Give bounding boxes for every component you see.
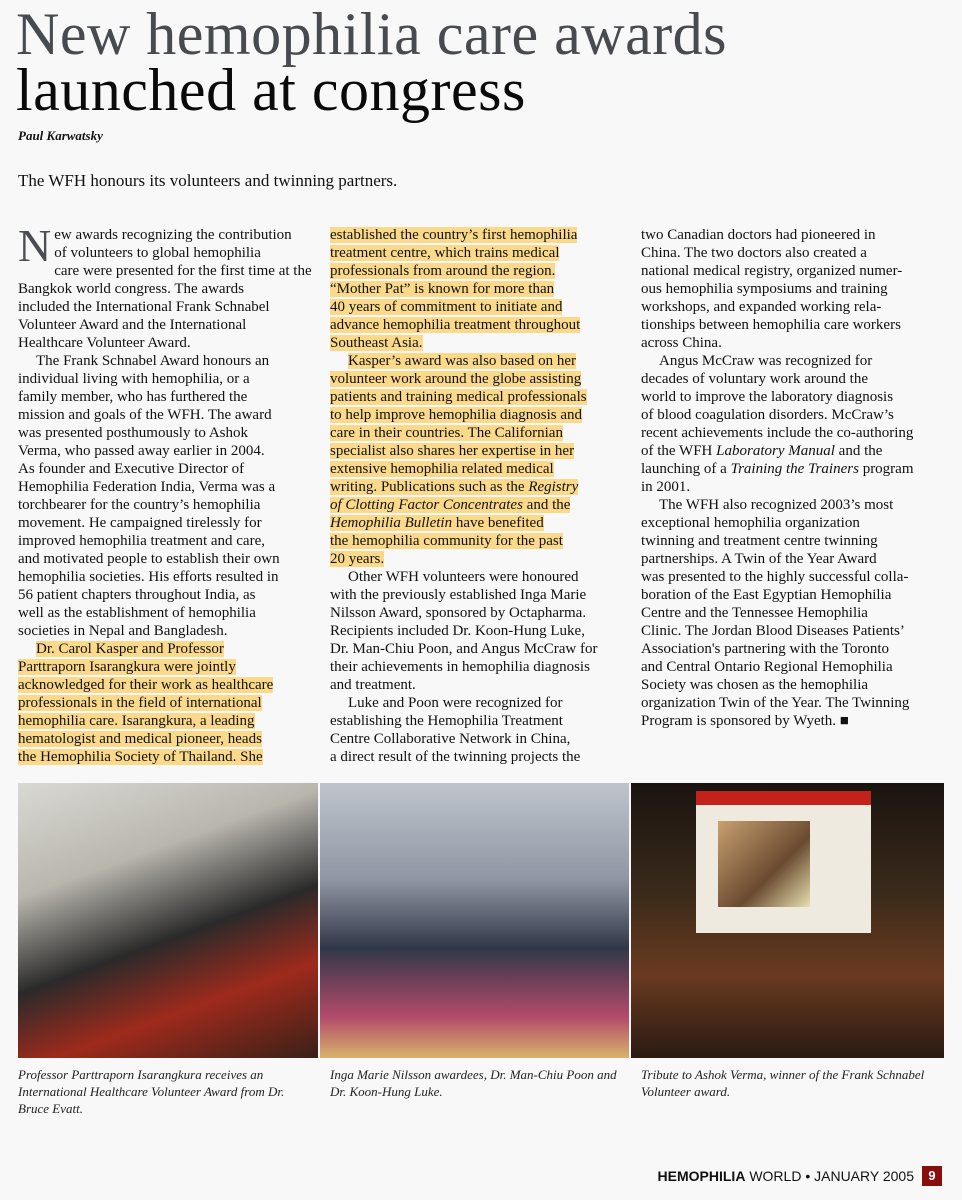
text-line: [330, 586, 630, 604]
text-line: [330, 622, 630, 640]
text-line: [641, 442, 941, 460]
text-line: [330, 280, 630, 298]
text-line: [18, 658, 318, 676]
line-text: [330, 731, 570, 747]
text-run: with the previously established Inga Marie: [330, 587, 587, 603]
line-text: [641, 335, 722, 351]
line-text: [641, 317, 901, 333]
line-text: [330, 677, 416, 693]
text-run: was presented to the highly successful colla-: [641, 569, 909, 585]
projection-screen: [696, 791, 871, 933]
highlighted-text: [18, 659, 236, 675]
text-line: [330, 730, 630, 748]
text-line: [18, 640, 318, 658]
text-run: treatment centre, which trains medical: [330, 245, 560, 261]
text-run: boration of the East Egyptian Hemophilia: [641, 587, 892, 603]
text-line: [18, 514, 318, 532]
highlighted-text: [330, 317, 580, 333]
author-byline: Paul Karwatsky: [18, 128, 103, 143]
line-text: [641, 425, 913, 441]
text-run: The Frank Schnabel Award honours an: [36, 353, 270, 369]
text-run: ous hemophilia symposiums and training: [641, 281, 888, 297]
headline-line-2: launched at congress: [16, 57, 526, 123]
text-run: specialist also shares her expertise in her: [330, 443, 575, 459]
text-run: torchbearer for the country’s hemophilia: [18, 497, 261, 513]
text-line: [641, 712, 941, 730]
text-line: [18, 280, 318, 298]
text-line: [18, 622, 318, 640]
text-line: [330, 496, 630, 514]
text-run: organization Twin of the Year. The Twinning: [641, 695, 910, 711]
line-text: [18, 623, 228, 639]
line-text: [18, 425, 248, 441]
article-column-1: [18, 220, 318, 766]
photo-award-presentation: [18, 783, 318, 1058]
line-text: [641, 641, 889, 657]
line-text: [348, 569, 579, 585]
line-text: [18, 605, 256, 621]
photo-caption-3: Tribute to Ashok Verma, winner of the Frank Schnabel Volunteer award.: [641, 1067, 925, 1099]
text-line: [641, 496, 941, 514]
highlighted-text: [18, 749, 263, 765]
line-text: [18, 407, 272, 423]
text-run: their achievements in hemophilia diagnosis: [330, 659, 590, 675]
text-line: [641, 532, 941, 550]
text-run: care in their countries. The Californian: [330, 425, 563, 441]
highlighted-text: [330, 443, 574, 459]
line-text: [659, 497, 893, 513]
text-line: [18, 586, 318, 604]
text-line: [641, 280, 941, 298]
line-text: [330, 713, 563, 729]
page-footer: [658, 1166, 942, 1186]
text-line: [641, 406, 941, 424]
text-run: tionships between hemophilia care workers: [641, 317, 901, 333]
text-run: hemophilia societies. His efforts resulted in: [18, 569, 279, 585]
text-line: [18, 730, 318, 748]
text-line: [18, 568, 318, 586]
line-text: [330, 587, 586, 603]
highlighted-text: [18, 713, 255, 729]
line-text: [641, 227, 876, 243]
highlighted-text: [330, 263, 555, 279]
article-subtitle: The WFH honours its volunteers and twinning partners.: [18, 171, 398, 190]
line-text: [18, 551, 280, 567]
text-line: [18, 334, 318, 352]
text-run: a direct result of the twinning projects the: [330, 749, 581, 765]
text-line: [641, 244, 941, 262]
text-run: and motivated people to establish their own: [18, 551, 280, 567]
text-line: [18, 424, 318, 442]
line-text: [641, 533, 878, 549]
highlighted-text: [330, 281, 554, 297]
article-column-3: [641, 226, 941, 730]
line-text: [641, 371, 868, 387]
line-text: [18, 515, 262, 531]
text-line: [330, 532, 630, 550]
photo-verma-tribute: [631, 783, 944, 1058]
text-line: [330, 550, 630, 568]
text-run: extensive hemophilia related medical: [330, 461, 554, 477]
text-run: Other WFH volunteers were honoured: [348, 569, 579, 585]
text-line: [641, 352, 941, 370]
text-line: [330, 334, 630, 352]
line-text: [641, 479, 690, 495]
text-line: [641, 514, 941, 532]
text-line: [18, 694, 318, 712]
highlighted-text: [330, 227, 577, 243]
highlighted-text: [330, 551, 384, 567]
text-run: Kasper’s award was also based on her: [348, 353, 576, 369]
text-run: Parttraporn Isarangkura were jointly: [18, 659, 236, 675]
footer-brand: HEMOPHILIA: [657, 1168, 746, 1184]
line-text: [641, 659, 893, 675]
text-line: [18, 298, 318, 316]
text-run: in 2001.: [641, 479, 691, 495]
highlighted-text: [330, 461, 554, 477]
line-text: [330, 749, 580, 765]
text-line: [641, 694, 941, 712]
text-run: the Hemophilia Society of Thailand. She: [18, 749, 263, 765]
text-line: [18, 748, 318, 766]
line-text: [18, 335, 191, 351]
text-line: [18, 262, 318, 280]
text-line: [641, 640, 941, 658]
text-line: [330, 478, 630, 496]
text-line: [641, 298, 941, 316]
photo-caption-1: Professor Parttraporn Isarangkura receives an International Healthcare Volunteer Award from Dr. Bruce Evatt.: [18, 1067, 285, 1116]
italic-title: Laboratory Manual: [716, 443, 835, 459]
text-line: [641, 568, 941, 586]
text-run: establishing the Hemophilia Treatment: [330, 713, 563, 729]
text-run: care were presented for the first time at the: [54, 263, 312, 279]
photo-nilsson-awardees: [320, 783, 629, 1058]
text-run: of blood coagulation disorders. McCraw’s: [641, 407, 894, 423]
line-text: [330, 605, 586, 621]
text-run: 20 years.: [330, 551, 385, 567]
text-line: [641, 676, 941, 694]
text-run: and treatment.: [330, 677, 416, 693]
text-line: [641, 370, 941, 388]
line-text: [641, 695, 909, 711]
drop-cap: N: [18, 220, 52, 271]
text-line: [18, 604, 318, 622]
text-run: program: [858, 461, 914, 477]
highlighted-text: [18, 677, 273, 693]
text-line: [641, 316, 941, 334]
text-run: The WFH also recognized 2003’s most: [659, 497, 894, 513]
text-run: partnerships. A Twin of the Year Award: [641, 551, 877, 567]
text-run: Centre Collaborative Network in China,: [330, 731, 571, 747]
italic-title: Registry: [528, 479, 579, 495]
text-line: [330, 640, 630, 658]
text-line: [330, 442, 630, 460]
text-line: [330, 406, 630, 424]
text-run: Nilsson Award, sponsored by Octapharma.: [330, 605, 587, 621]
text-run: was presented posthumously to Ashok: [18, 425, 248, 441]
text-line: [18, 352, 318, 370]
text-run: societies in Nepal and Bangladesh.: [18, 623, 228, 639]
text-run: well as the establishment of hemophilia: [18, 605, 256, 621]
text-line: [18, 550, 318, 568]
line-text: [641, 551, 877, 567]
text-run: Dr. Man-Chiu Poon, and Angus McCraw for: [330, 641, 598, 657]
line-text: [641, 407, 894, 423]
text-run: Centre and the Tennessee Hemophilia: [641, 605, 868, 621]
highlighted-text: [330, 371, 581, 387]
text-line: [330, 604, 630, 622]
text-run: have benefited: [452, 515, 544, 531]
text-run: and the: [522, 497, 571, 513]
line-text: [18, 281, 244, 297]
page-number: 9: [922, 1166, 942, 1186]
text-run: Healthcare Volunteer Award.: [18, 335, 191, 351]
line-text: [54, 263, 311, 279]
line-text: [641, 623, 905, 639]
text-run: 56 patient chapters throughout India, as: [18, 587, 256, 603]
text-run: advance hemophilia treatment throughout: [330, 317, 581, 333]
text-line: [641, 424, 941, 442]
text-run: Association's partnering with the Toronto: [641, 641, 890, 657]
text-line: [330, 244, 630, 262]
projected-photo: [718, 821, 810, 907]
text-run: Volunteer Award and the International: [18, 317, 247, 333]
text-run: Dr. Carol Kasper and Professor: [36, 641, 224, 657]
highlighted-text: [330, 245, 559, 261]
text-line: [18, 460, 318, 478]
text-line: [18, 442, 318, 460]
text-line: [641, 658, 941, 676]
highlighted-text: [330, 407, 582, 423]
text-run: improved hemophilia treatment and care,: [18, 533, 265, 549]
text-line: [330, 694, 630, 712]
line-text: [641, 245, 867, 261]
line-text: [641, 587, 891, 603]
text-run: included the International Frank Schnabel: [18, 299, 270, 315]
text-line: [330, 316, 630, 334]
text-line: [330, 370, 630, 388]
text-line: [18, 316, 318, 334]
text-run: Society was chosen as the hemophilia: [641, 677, 869, 693]
text-run: hematologist and medical pioneer, heads: [18, 731, 262, 747]
line-text: [54, 245, 261, 261]
text-run: hemophilia care. Isarangkura, a leading: [18, 713, 255, 729]
text-run: and the: [834, 443, 883, 459]
italic-title: Hemophilia Bulletin: [330, 515, 453, 531]
text-run: decades of voluntary work around the: [641, 371, 869, 387]
text-line: [330, 676, 630, 694]
text-run: of volunteers to global hemophilia: [54, 245, 261, 261]
text-run: launching of a: [641, 461, 731, 477]
text-run: professionals from around the region.: [330, 263, 556, 279]
text-run: the hemophilia community for the past: [330, 533, 563, 549]
highlighted-text: [330, 497, 570, 513]
line-text: [18, 299, 270, 315]
line-text: [641, 461, 914, 477]
text-run: Bangkok world congress. The awards: [18, 281, 244, 297]
line-text: [18, 479, 275, 495]
text-line: [330, 712, 630, 730]
text-line: [18, 388, 318, 406]
line-text: [54, 227, 291, 243]
text-run: established the country’s first hemophilia: [330, 227, 578, 243]
text-run: volunteer work around the globe assisting: [330, 371, 582, 387]
line-text: [641, 281, 888, 297]
text-run: mission and goals of the WFH. The award: [18, 407, 272, 423]
text-run: Hemophilia Federation India, Verma was a: [18, 479, 276, 495]
text-line: [18, 532, 318, 550]
text-run: across China.: [641, 335, 722, 351]
text-run: Verma, who passed away earlier in 2004.: [18, 443, 265, 459]
text-line: [641, 622, 941, 640]
line-text: [641, 569, 908, 585]
highlighted-text: [18, 695, 262, 711]
text-line: [641, 226, 941, 244]
line-text: [641, 713, 849, 729]
line-text: [18, 569, 279, 585]
text-run: 40 years of commitment to initiate and: [330, 299, 563, 315]
text-line: [330, 262, 630, 280]
text-line: [330, 514, 630, 532]
text-run: Clinic. The Jordan Blood Diseases Patients’: [641, 623, 905, 639]
highlighted-text: [36, 641, 224, 657]
text-run: workshops, and expanded working rela-: [641, 299, 882, 315]
text-line: [330, 748, 630, 766]
text-line: [18, 712, 318, 730]
line-text: [641, 299, 881, 315]
text-line: [330, 352, 630, 370]
text-line: [18, 244, 318, 262]
italic-title: Training the Trainers: [730, 461, 859, 477]
line-text: [18, 389, 247, 405]
text-line: [641, 262, 941, 280]
text-run: professionals in the field of international: [18, 695, 262, 711]
line-text: [18, 317, 246, 333]
text-run: Angus McCraw was recognized for: [659, 353, 873, 369]
text-run: movement. He campaigned tirelessly for: [18, 515, 262, 531]
text-line: [641, 604, 941, 622]
text-line: [641, 586, 941, 604]
text-line: [18, 406, 318, 424]
text-run: Recipients included Dr. Koon-Hung Luke,: [330, 623, 585, 639]
line-text: [641, 263, 902, 279]
text-line: [641, 388, 941, 406]
text-line: [18, 370, 318, 388]
line-text: [18, 587, 255, 603]
line-text: [18, 443, 265, 459]
line-text: [330, 641, 597, 657]
highlighted-text: [330, 515, 544, 531]
article-column-2: [330, 226, 630, 766]
text-line: [330, 658, 630, 676]
highlighted-text: [330, 299, 562, 315]
text-run: China. The two doctors also created a: [641, 245, 867, 261]
text-run: two Canadian doctors had pioneered in: [641, 227, 876, 243]
highlighted-text: [330, 425, 563, 441]
text-line: [330, 388, 630, 406]
photo-caption-2: Inga Marie Nilsson awardees, Dr. Man-Chiu Poon and Dr. Koon-Hung Luke.: [330, 1067, 617, 1099]
text-run: world to improve the laboratory diagnosis: [641, 389, 894, 405]
text-line: [330, 568, 630, 586]
text-run: Luke and Poon were recognized for: [348, 695, 563, 711]
line-text: [18, 533, 265, 549]
text-line: [18, 226, 318, 244]
text-run: twinning and treatment centre twinning: [641, 533, 878, 549]
text-run: family member, who has furthered the: [18, 389, 248, 405]
line-text: [330, 623, 585, 639]
text-line: [641, 460, 941, 478]
text-line: [641, 334, 941, 352]
highlighted-text: [330, 335, 423, 351]
line-text: [348, 695, 563, 711]
text-line: [641, 478, 941, 496]
text-run: “Mother Pat” is known for more than: [330, 281, 555, 297]
text-run: writing. Publications such as the: [330, 479, 529, 495]
text-run: to help improve hemophilia diagnosis and: [330, 407, 583, 423]
line-text: [18, 497, 260, 513]
text-run: of the WFH: [641, 443, 717, 459]
text-line: [18, 478, 318, 496]
text-line: [641, 550, 941, 568]
text-run: ew awards recognizing the contribution: [54, 227, 292, 243]
line-text: [18, 371, 250, 387]
highlighted-text: [18, 731, 262, 747]
line-text: [641, 677, 868, 693]
line-text: [641, 605, 868, 621]
text-line: [18, 676, 318, 694]
text-line: [330, 460, 630, 478]
line-text: [641, 515, 860, 531]
text-run: exceptional hemophilia organization: [641, 515, 860, 531]
line-text: [641, 389, 893, 405]
text-line: [330, 298, 630, 316]
text-line: [18, 496, 318, 514]
text-run: patients and training medical professionals: [330, 389, 587, 405]
text-run: Program is sponsored by Wyeth. ■: [641, 713, 849, 729]
line-text: [18, 461, 244, 477]
line-text: [659, 353, 872, 369]
highlighted-text: [330, 389, 587, 405]
text-run: recent achievements include the co-authoring: [641, 425, 914, 441]
text-run: national medical registry, organized numer-: [641, 263, 903, 279]
text-run: acknowledged for their work as healthcare: [18, 677, 274, 693]
headline-line-1: New hemophilia care awards: [16, 1, 728, 67]
text-run: individual living with hemophilia, or a: [18, 371, 250, 387]
text-run: and Central Ontario Regional Hemophilia: [641, 659, 893, 675]
line-text: [330, 659, 590, 675]
italic-title: of Clotting Factor Concentrates: [330, 497, 523, 513]
text-line: [330, 226, 630, 244]
highlighted-text: [330, 533, 563, 549]
text-run: Southeast Asia.: [330, 335, 423, 351]
footer-issue: WORLD • JANUARY 2005: [745, 1168, 914, 1184]
text-line: [330, 424, 630, 442]
highlighted-text: [348, 353, 576, 369]
line-text: [36, 353, 269, 369]
highlighted-text: [330, 479, 578, 495]
line-text: [641, 443, 882, 459]
text-run: As founder and Executive Director of: [18, 461, 245, 477]
